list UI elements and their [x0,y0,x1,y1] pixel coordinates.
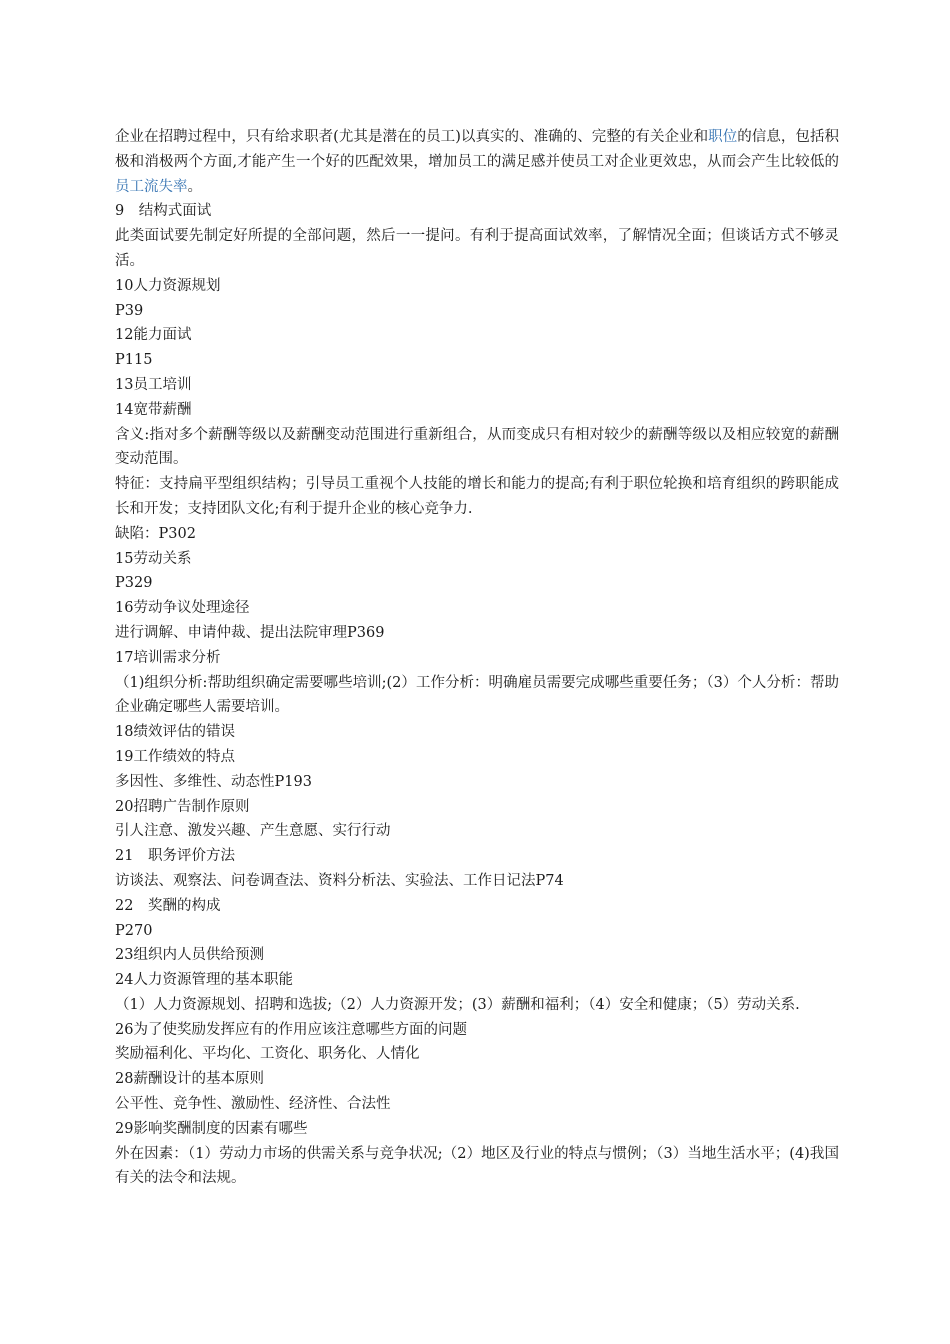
intro-text-1: 企业在招聘过程中，只有给求职者(尤其是潜在的员工)以真实的、准确的、完整的有关企业和 [115,129,709,145]
text-reward-structure: P270 [115,922,153,939]
link-turnover-rate[interactable]: 员工流失率 [115,178,188,195]
text-reward-factors: 外在因素：（1）劳动力市场的供需关系与竞争状况;（2）地区及行业的特点与惯例；（3）当地生活水平；(4)我国有关的法令和法规。 [115,1145,839,1187]
heading-reward-issues: 26为了使奖励发挥应有的作用应该注意哪些方面的问题 [115,1021,467,1038]
text-pay-principles: 公平性、竞争性、激励性、经济性、合法性 [115,1096,391,1113]
heading-reward-factors: 29影响奖酬制度的因素有哪些 [115,1120,308,1137]
heading-job-evaluation: 21 职务评价方法 [115,848,235,865]
text-training-needs: （1)组织分析:帮助组织确定需要哪些培训;(2）工作分析：明确雇员需要完成哪些重要任务；（3）个人分析：帮助企业确定哪些人需要培训。 [115,674,839,716]
intro-paragraph [115,125,839,199]
heading-labor-relations: 15劳动关系 [115,550,192,567]
link-position[interactable]: 职位 [708,129,738,145]
heading-training-needs: 17培训需求分析 [115,649,221,666]
text-ability-interview: P115 [115,352,153,369]
heading-internal-supply: 23组织内人员供给预测 [115,947,264,964]
text-performance-traits: 多因性、多维性、动态性P193 [115,773,312,790]
text-broadband-defects: 缺陷：P302 [115,525,196,542]
heading-performance-traits: 19工作绩效的特点 [115,748,235,765]
heading-ability-interview: 12能力面试 [115,327,192,344]
text-broadband-features: 特征：支持扁平型组织结构；引导员工重视个人技能的增长和能力的提高;有利于职位轮换和培育组织的跨职能成长和开发；支持团队文化;有利于提升企业的核心竞争力. [115,476,839,517]
heading-pay-principles: 28薪酬设计的基本原则 [115,1071,264,1088]
document-body [115,125,839,1191]
heading-broadband-pay: 14宽带薪酬 [115,401,192,418]
text-labor-relations: P329 [115,575,153,592]
heading-reward-structure: 22 奖酬的构成 [115,897,221,914]
text-reward-issues: 奖励福利化、平均化、工资化、职务化、人情化 [115,1046,420,1063]
heading-appraisal-errors: 18绩效评估的错误 [115,724,235,741]
heading-structured-interview: 9 结构式面试 [115,203,212,220]
heading-hrm-functions: 24人力资源管理的基本职能 [115,972,293,989]
intro-text-3: 。 [187,178,202,195]
text-broadband-definition: 含义:指对多个薪酬等级以及薪酬变动范围进行重新组合，从而变成只有相对较少的薪酬等级以及相应较宽的薪酬变动范围。 [115,426,839,468]
text-hr-planning: P39 [115,302,144,319]
text-recruit-ad: 引人注意、激发兴趣、产生意愿、实行行动 [115,823,391,840]
text-labor-dispute: 进行调解、申请仲裁、提出法院审理P369 [115,624,385,641]
heading-hr-planning: 10人力资源规划 [115,277,221,294]
text-job-evaluation: 访谈法、观察法、问卷调查法、资料分析法、实验法、工作日记法P74 [115,872,564,889]
heading-employee-training: 13员工培训 [115,376,192,393]
heading-recruit-ad: 20招聘广告制作原则 [115,798,250,815]
text-structured-interview: 此类面试要先制定好所提的全部问题，然后一一提问。有利于提高面试效率，了解情况全面；但谈话方式不够灵活。 [115,228,839,269]
heading-labor-dispute: 16劳动争议处理途径 [115,600,250,617]
text-hrm-functions: （1）人力资源规划、招聘和选拔;（2）人力资源开发；(3）薪酬和福利；（4）安全和健康；（5）劳动关系. [115,996,800,1013]
intro-text-2: 的信息，包括积极和消极两个方面,才能产生一个好的匹配效果，增加员工的满足感并使员工对企业更效忠，从而会产生比较低的 [115,129,840,170]
